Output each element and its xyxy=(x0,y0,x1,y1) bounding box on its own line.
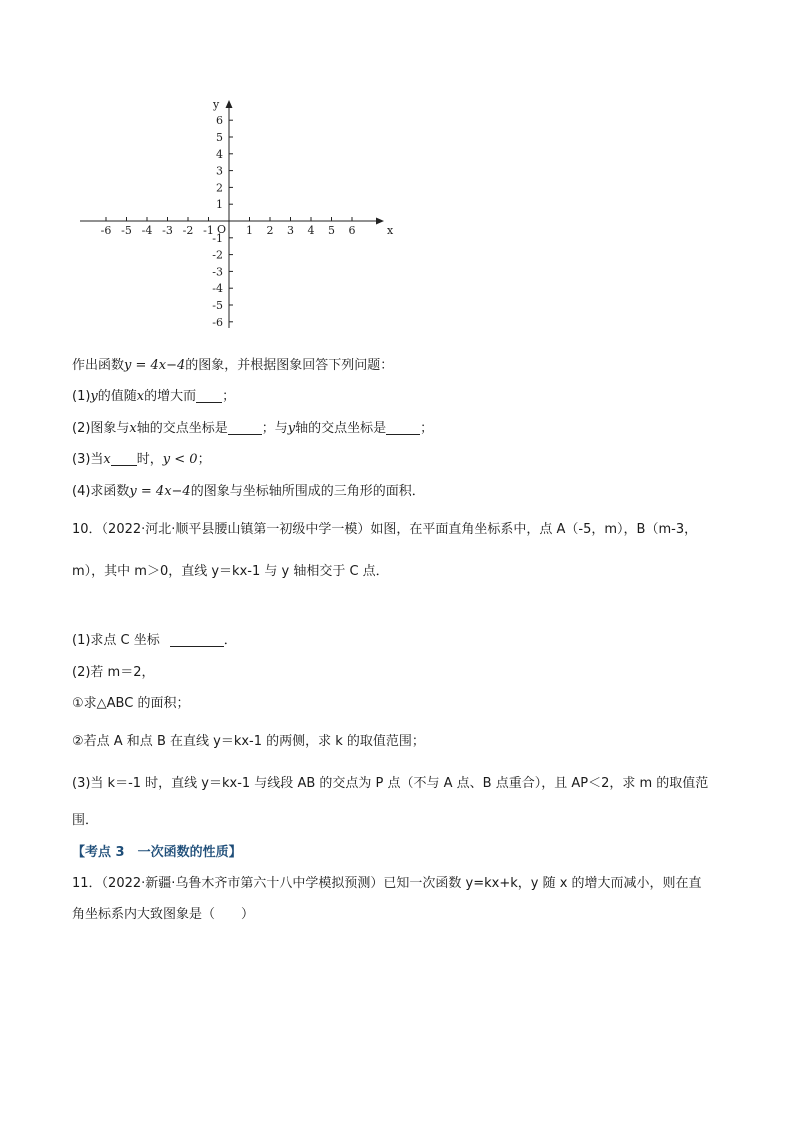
q9-p3-text-a: (3)当 xyxy=(72,452,104,467)
q11-stem-line-1: 11．（2022·新疆·乌鲁木齐市第六十八中学模拟预测）已知一次函数 y=kx+k，y 随 x 的增大而减小，则在直 xyxy=(72,876,702,891)
q10-part-2: (2)若 m＝2， xyxy=(72,665,155,680)
coordinate-axes-figure xyxy=(70,92,410,337)
q9-p2-text-a: (2)图象与 xyxy=(72,421,130,436)
q9-prompt xyxy=(72,357,393,375)
q9-p2-var-x: x xyxy=(129,421,137,436)
x-tick-label: 2 xyxy=(266,224,274,237)
q9-p2-text-c: ；与 xyxy=(261,421,288,436)
q10-p1-text-a: (1)求点 C 坐标 xyxy=(72,633,160,648)
y-axis-label: y xyxy=(213,98,220,111)
q9-p2-text-b: 轴的交点坐标是 xyxy=(136,421,228,436)
y-tick-label: 2 xyxy=(216,181,223,195)
y-axis-arrow xyxy=(226,100,233,108)
y-tick-label: 4 xyxy=(216,147,223,161)
x-axis-label: x xyxy=(387,224,394,237)
x-axis-arrow xyxy=(376,218,384,225)
q9-part-2 xyxy=(72,420,433,438)
x-tick-label: 5 xyxy=(328,224,335,237)
q9-p4-text-a: (4)求函数 xyxy=(72,484,130,499)
q9-p1-label: (1) xyxy=(72,389,91,404)
q9-p4-function: y = 4x−4 xyxy=(129,484,191,499)
q10-part-3-line-1: (3)当 k＝-1 时，直线 y＝kx-1 与线段 AB 的交点为 P 点（不与 A 点、B 点重合），且 AP＜2，求 m 的取值范 xyxy=(72,776,709,791)
section-heading-3: 【考点 3 一次函数的性质】 xyxy=(72,845,242,860)
q9-p4-text-b: 的图象与坐标轴所围成的三角形的面积． xyxy=(190,484,425,499)
x-tick-label: 6 xyxy=(348,224,356,237)
q9-p1-var-x: x xyxy=(136,389,145,404)
x-tick-label: -4 xyxy=(141,224,153,237)
q9-p3-answer-blank[interactable] xyxy=(111,451,137,466)
q9-prompt-text-a: 作出函数 xyxy=(72,358,125,373)
y-tick-label: -5 xyxy=(212,299,223,312)
x-tick-label: -2 xyxy=(182,224,194,237)
q9-p1-text-d: ； xyxy=(222,389,236,404)
y-tick-label: -3 xyxy=(212,265,223,279)
q10-part-2-ii: ②若点 A 和点 B 在直线 y＝kx-1 的两侧，求 k 的取值范围； xyxy=(72,734,425,749)
q10-part-2-i: ①求△ABC 的面积； xyxy=(72,696,190,711)
q10-part-1 xyxy=(72,632,237,650)
q9-p2-text-e: ； xyxy=(420,421,434,436)
x-tick-label: -3 xyxy=(162,224,173,237)
x-tick-label: -1 xyxy=(203,224,214,237)
q9-prompt-text-b: 的图象，并根据图象回答下列问题： xyxy=(185,358,394,373)
y-tick-label: 5 xyxy=(216,131,223,144)
q10-part-3-line-2: 围． xyxy=(72,813,99,828)
y-tick-label: -2 xyxy=(212,248,223,262)
y-tick-label: 6 xyxy=(216,114,223,128)
q9-p1-text-b: 的值随 xyxy=(97,389,137,404)
q9-function: y = 4x−4 xyxy=(124,358,186,373)
coordinate-axes-svg xyxy=(70,92,410,337)
y-tick-label: 1 xyxy=(216,198,223,212)
x-tick-label: -5 xyxy=(121,224,132,237)
x-tick-label: 4 xyxy=(307,224,315,237)
y-tick-label: 3 xyxy=(216,164,223,178)
q9-p3-text-b: 时， xyxy=(136,452,163,467)
q9-p3-inequality: y < 0 xyxy=(162,452,198,467)
q10-p1-answer-blank[interactable] xyxy=(170,632,224,647)
q10-p1-text-b: ． xyxy=(223,633,237,648)
x-tick-label: 3 xyxy=(287,224,294,237)
q10-stem-line-1: 10．（2022·河北·顺平县腰山镇第一初级中学一模）如图，在平面直角坐标系中，点 A（-5，m），B（m-3， xyxy=(72,522,698,537)
q9-p1-answer-blank[interactable] xyxy=(196,388,222,403)
x-tick-label: -6 xyxy=(100,224,112,237)
q9-p2-y-intercept-blank[interactable] xyxy=(386,420,420,435)
q9-p2-var-y: y xyxy=(287,421,296,436)
q9-part-4 xyxy=(72,483,425,501)
q9-p1-text-c: 的增大而 xyxy=(144,389,197,404)
q11-stem-line-2: 角坐标系内大致图象是（ ） xyxy=(72,907,255,922)
q9-p3-var-x: x xyxy=(103,452,111,467)
x-tick-label: 1 xyxy=(246,224,253,237)
q10-stem-line-2: m），其中 m＞0，直线 y＝kx-1 与 y 轴相交于 C 点． xyxy=(72,564,389,579)
q9-p3-text-d: ； xyxy=(197,452,211,467)
q9-p2-text-d: 轴的交点坐标是 xyxy=(295,421,387,436)
q9-part-3 xyxy=(72,451,211,469)
y-tick-label: -1 xyxy=(212,231,223,245)
q9-p1-var-y: y xyxy=(90,389,98,404)
q9-part-1 xyxy=(72,388,235,406)
origin-label: O xyxy=(217,223,227,236)
q9-p2-x-intercept-blank[interactable] xyxy=(228,420,262,435)
y-tick-label: -6 xyxy=(212,315,223,329)
y-tick-label: -4 xyxy=(212,282,223,296)
